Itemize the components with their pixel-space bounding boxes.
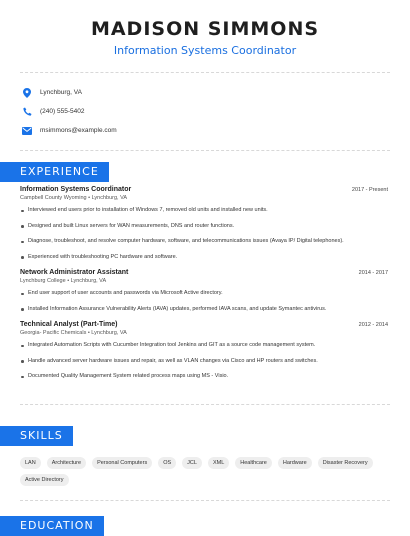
job-title: Network Administrator Assistant [20, 269, 129, 276]
experience-section-heading [0, 162, 109, 182]
skills-section-heading [0, 426, 73, 446]
job-bullets [20, 342, 388, 380]
skills-list [20, 457, 380, 491]
contact-block [0, 73, 410, 150]
education-heading: EDUCATION [0, 516, 104, 536]
job-bullet: Interviewed end users prior to installation of Windows 7, removed old units and installed new units. [20, 207, 388, 214]
job-bullet: Integrated Automation Scripts with Cucumber Integration tool Jenkins and GIT as a source code management system. [20, 342, 388, 349]
job-bullet: Installed Information Assurance Vulnerability Alerts (IAVA) updates, performed IAVA scans, and update Symantec antivirus. [20, 306, 388, 313]
job-dates: 2017 - Present [351, 187, 388, 193]
email-icon [22, 126, 32, 136]
skill-chip: Hardware [278, 457, 312, 469]
job-entry [20, 321, 388, 380]
job-bullet: End user support of user accounts and passwords via Microsoft Active directory. [20, 290, 388, 297]
contact-location-text: Lynchburg, VA [40, 89, 82, 96]
job-bullet: Designed and built Linux servers for WAN measurements, DNS and router functions. [20, 223, 388, 230]
skill-chip: OS [158, 457, 176, 469]
contact-email [22, 121, 388, 140]
experience-divider [20, 404, 390, 405]
contact-phone-text: (240) 555-5402 [40, 108, 85, 115]
job-title: Information Systems Coordinator [20, 186, 132, 193]
job-title: Technical Analyst (Part-Time) [20, 321, 118, 328]
job-bullet: Experienced with troubleshooting PC hardware and software. [20, 254, 388, 261]
job-entry [20, 269, 388, 313]
skill-chip: Active Directory [20, 474, 69, 486]
experience-heading: EXPERIENCE [0, 162, 109, 182]
location-pin-icon [22, 88, 32, 98]
job-organization: Georgia- Pacific Chemicals • Lynchburg, VA [20, 330, 127, 336]
phone-icon [22, 107, 32, 117]
job-bullets [20, 290, 388, 313]
contact-email-text: msimmons@example.com [40, 127, 117, 134]
skill-chip: Disaster Recovery [318, 457, 373, 469]
job-dates: 2014 - 2017 [358, 270, 388, 276]
job-bullet: Handle advanced server hardware issues and repair, as well as VLAN changes via Cisco and HP routers and switches. [20, 358, 388, 365]
skill-chip: Architecture [47, 457, 86, 469]
candidate-role: Information Systems Coordinator [113, 44, 297, 57]
job-bullets [20, 207, 388, 261]
contact-location [22, 83, 388, 102]
job-organization: Campbell County Wyoming • Lynchburg, VA [20, 195, 128, 201]
experience-list [20, 186, 388, 389]
skills-heading: SKILLS [0, 426, 73, 446]
candidate-name: MADISON SIMMONS [90, 18, 320, 40]
education-section-heading [0, 516, 104, 536]
contact-divider [20, 150, 390, 151]
skill-chip: JCL [182, 457, 202, 469]
job-bullet: Diagnose, troubleshoot, and resolve computer hardware, software, and telecommunications issues (Avaya IP/ Digital telephones). [20, 238, 388, 245]
job-dates: 2012 - 2014 [358, 322, 388, 328]
job-organization: Lynchburg College • Lynchburg, VA [20, 278, 107, 284]
skill-chip: XML [208, 457, 229, 469]
skill-chip: Healthcare [235, 457, 272, 469]
skill-chip: LAN [20, 457, 41, 469]
contact-phone [22, 102, 388, 121]
job-bullet: Documented Quality Management System related process maps using MS - Visio. [20, 373, 388, 380]
job-entry [20, 186, 388, 261]
skills-divider [20, 500, 390, 501]
skill-chip: Personal Computers [92, 457, 152, 469]
resume-header [0, 0, 410, 57]
